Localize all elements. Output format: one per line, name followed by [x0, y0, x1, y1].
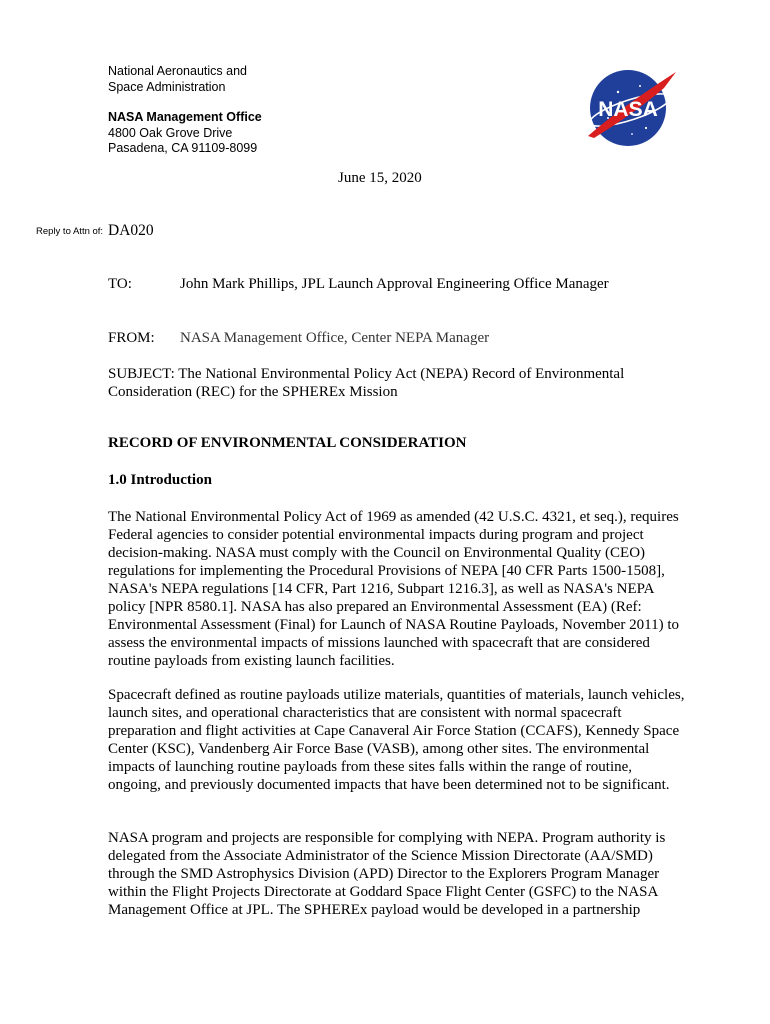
subject [108, 365, 668, 401]
paragraph-routine-payloads: Spacecraft defined as routine payloads utilize materials, quantities of materials, launch vehicles, launch sites, and operational characteristics that are consistent with normal spacecraft preparation and flight activities at Cape Canaveral Air Force Station (CCAFS), Kennedy Space Center (KSC), Vandenberg Air Force Base (VASB), among other sites. The environmental impacts of launching routine payloads from these sites falls within the range of routine, ongoing, and previously documented impacts that have been determined not to be significant. [108, 687, 685, 793]
office-name: NASA Management Office [108, 110, 262, 124]
nasa-logo [580, 62, 680, 152]
to-value: John Mark Phillips, JPL Launch Approval Engineering Office Manager [180, 276, 609, 292]
from-value: NASA Management Office, Center NEPA Manager [180, 330, 490, 346]
letter-date: June 15, 2020 [338, 170, 422, 186]
reply-to-label: Reply to Attn of: [36, 226, 104, 237]
agency-name-line1: National Aeronautics and [108, 64, 247, 78]
to-label: TO: [108, 276, 132, 292]
from-label: FROM: [108, 330, 155, 346]
introduction-heading: 1.0 Introduction [108, 472, 212, 488]
record-heading: RECORD OF ENVIRONMENTAL CONSIDERATION [108, 435, 467, 451]
paragraph-program-responsibility: NASA program and projects are responsible for complying with NEPA. Program authority is delegated from the Associate Administrator of the Science Mission Directorate (AA/SMD) through the SMD Astrophysics Division (APD) Director to the Explorers Program Manager within the Flight Projects Directorate at Goddard Space Flight Center (GSFC) to the NASA Management Office at JPL. The SPHEREx payload would be developed in a partnership [108, 830, 666, 918]
nasa-logo-text: NASA [598, 98, 658, 121]
subject-line1: SUBJECT: The National Environmental Policy Act (NEPA) Record of Environmental [108, 366, 625, 382]
letterhead [108, 64, 262, 157]
paragraph-introduction: The National Environmental Policy Act of 1969 as amended (42 U.S.C. 4321, et seq.), requires Federal agencies to consider potential environmental impacts during program and project decision-making. NASA must comply with the Council on Environmental Quality (CEO) regulations for implementing the Procedural Provisions of NEPA [40 CFR Parts 1500-1508], NASA's NEPA regulations [14 CFR, Part 1216, Subpart 1216.3], as well as NASA's NEPA policy [NPR 8580.1]. NASA has also prepared an Environmental Assessment (EA) (Ref: Environmental Assessment (Final) for Launch of NASA Routine Payloads, November 2011) to assess the environmental impacts of missions launched with spacecraft that are considered routine payloads from existing launch facilities. [108, 509, 680, 669]
address-line2: Pasadena, CA 91109-8099 [108, 141, 258, 155]
address-line1: 4800 Oak Grove Drive [108, 125, 233, 140]
agency-name-line2: Space Administration [108, 79, 226, 94]
reply-code: DA020 [108, 222, 154, 239]
subject-line2: Consideration (REC) for the SPHEREx Mission [108, 384, 398, 400]
